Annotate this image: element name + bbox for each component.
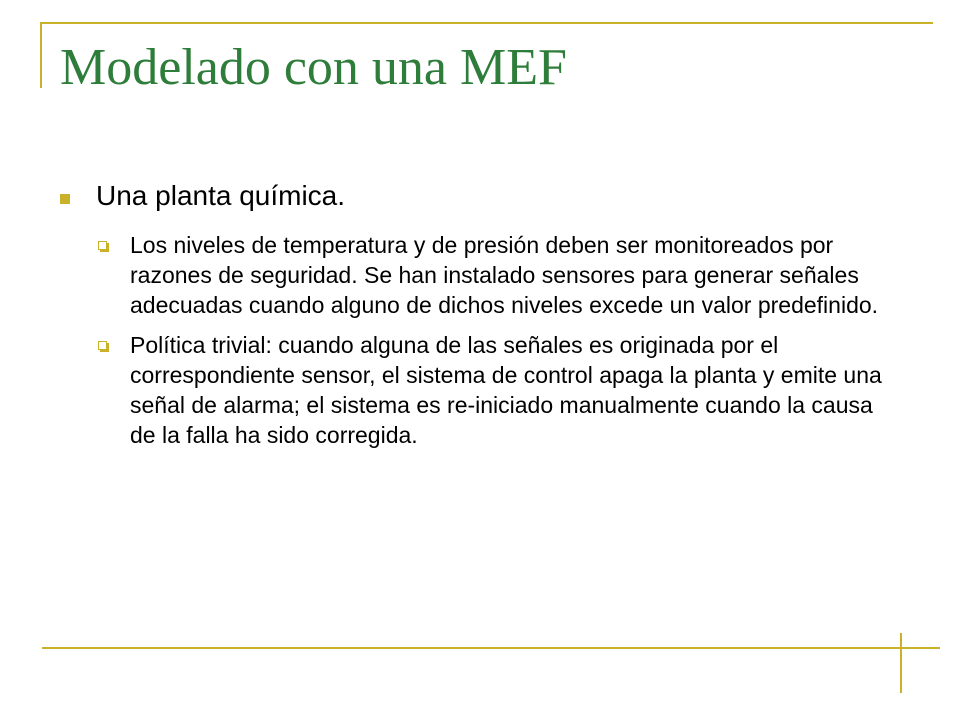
left-rule: [40, 22, 42, 88]
square-bullet-icon: [60, 194, 70, 204]
bottom-rule: [42, 647, 940, 649]
hollow-square-bullet-icon: [98, 241, 107, 250]
bullet-text: Una planta química.: [96, 180, 346, 211]
sub-bullet: [96, 330, 900, 450]
slide-body: [58, 176, 908, 460]
top-rule: [40, 22, 933, 24]
sub-bullet-text: Los niveles de temperatura y de presión deben ser monitoreados por razones de seguridad. Se han instalado sensores para generar señales adecuadas cuando alguno de dichos niveles excede un valor predefinido.: [130, 232, 879, 318]
right-rule: [900, 633, 902, 693]
sub-bullet-text: Política trivial: cuando alguna de las señales es originada por el correspondiente sensor, el sistema de control apaga la planta y emite una señal de alarma; el sistema es re-iniciado manualmente cuando la causa de la falla ha sido corregida.: [130, 332, 882, 448]
hollow-square-bullet-icon: [98, 341, 107, 350]
slide-title: Modelado con una MEF: [60, 39, 567, 96]
bullet-level-1: [58, 176, 908, 216]
sub-bullet: [96, 230, 900, 320]
